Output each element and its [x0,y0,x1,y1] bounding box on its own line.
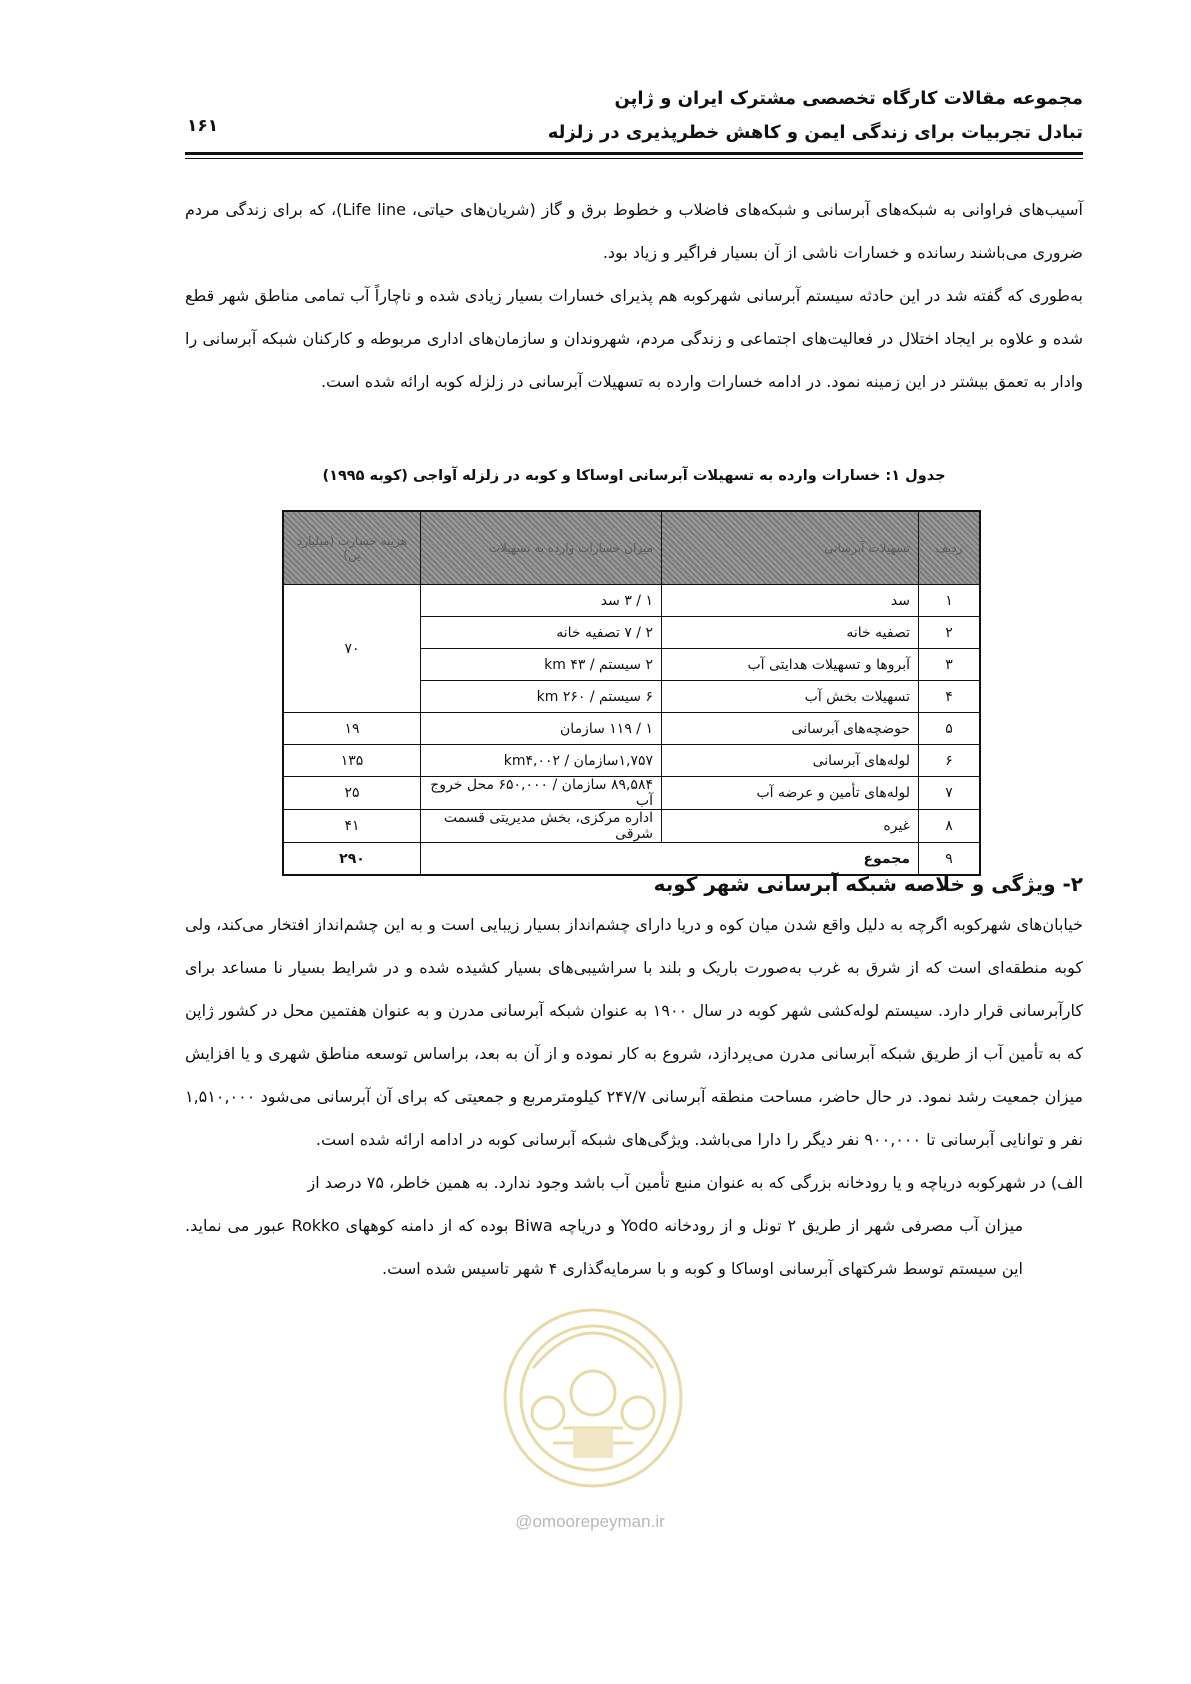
cost-cell: ۱۹ [283,713,421,745]
facility-cell: سد [662,585,919,617]
cost-cell: ۲۵ [283,777,421,810]
facility-cell: لوله‌های تأمین و عرضه آب [662,777,919,810]
row-number: ۴ [919,681,981,713]
section-title: ۲- ویژگی و خلاصه شبکه آبرسانی شهر کوبه [653,872,1083,896]
row-number: ۸ [919,810,981,843]
row-number: ۲ [919,617,981,649]
damage-cell: ۱,۷۵۷سازمان / km۴,۰۰۲ [421,745,662,777]
paragraph: به‌طوری که گفته شد در این حادثه سیستم آبرسانی شهرکوبه هم پذیرای خسارات بسیار زیادی شده و ناچاراً آب تمامی مناطق شهر قطع شده و علاوه بر ایجاد اختلال در فعالیت‌های اجتماعی و زندگی مردم، شهروندان و سازمان‌های اداری مربوطه و کارکنان شبکه آبرسانی را وادار به تعمق بیشتر در این زمینه نمود. در ادامه خسارات وارده به تسهیلات آبرسانی در زلزله کوبه ارائه شده است. [185,286,1083,391]
cost-cell: ۱۳۵ [283,745,421,777]
row-number: ۶ [919,745,981,777]
damage-cell: ۱ / ۳ سد [421,585,662,617]
facility-cell: تسهیلات بخش آب [662,681,919,713]
table-header-row [283,511,980,585]
watermark-seal-icon [463,1278,723,1488]
damage-cell: ۶ سیستم / ۲۶۰ km [421,681,662,713]
watermark-url: @omoorepeyman.ir [515,1512,665,1531]
damage-cell: ۲ / ۷ تصفیه خانه [421,617,662,649]
row-number: ۷ [919,777,981,810]
table-row [283,810,980,843]
header-rule-thin [185,158,1083,159]
page-number: ۱۶۱ [187,116,219,136]
header-cell: میزان خسارات وارده به تسهیلات [421,511,662,585]
facility-cell: غیره [662,810,919,843]
damage-cell: اداره مرکزی، بخش مدیریتی قسمت شرقی [421,810,662,843]
table-row [283,713,980,745]
row-number: ۹ [919,843,981,876]
row-number: ۵ [919,713,981,745]
row-number: ۳ [919,649,981,681]
item-a-first-line: الف) در شهرکوبه دریاچه و یا رودخانه بزرگی که به عنوان منبع تأمین آب باشد وجود ندارد. به همین خاطر، ۷۵ درصد از [307,1173,1083,1192]
row-number: ۱ [919,585,981,617]
table-row [283,777,980,810]
header-rule-thick [185,152,1083,155]
header-cell: تسهیلات آبرسانی [662,511,919,585]
table-row [283,585,980,617]
header-titles [548,82,1083,150]
paragraph: آسیب‌های فراوانی به شبکه‌های آبرسانی و شبکه‌های فاضلاب و خطوط برق و گاز (شریان‌های حیاتی، Life line)، که برای زندگی مردم ضروری می‌باشند رسانده و خسارات ناشی از آن بسیار فراگیر و زیاد بود. [185,200,1084,262]
damage-table [282,510,981,876]
intro-text [185,188,1083,403]
damage-cell: ۸۹,۵۸۴ سازمان / ۶۵۰,۰۰۰ محل خروج آب [421,777,662,810]
damage-cell: ۱ / ۱۱۹ سازمان [421,713,662,745]
facility-cell: حوضچه‌های آبرسانی [662,713,919,745]
total-label: مجموع [421,843,919,876]
header-title-line1: مجموعه مقالات کارگاه تخصصی مشترک ایران و ژاپن [614,88,1083,109]
paragraph: خیابان‌های شهرکوبه اگرچه به دلیل واقع شدن میان کوه و دریا دارای چشم‌انداز بسیار زیبایی است و به این چشم‌انداز افتخار می‌کند، ولی کوبه منطقه‌ای است که از شرق به غرب به‌صورت باریک و بلند با سراشیبی‌های بسیار کشیده شده و در شرایط بسیار نا مساعد برای کارآبرسانی قرار دارد. سیستم لوله‌کشی شهر کوبه در سال ۱۹۰۰ به عنوان شبکه آبرسانی مدرن و به عنوان هفتمین محل در کشور ژاپن که به تأمین آب از طریق شبکه آبرسانی مدرن می‌پردازد، شروع به کار نموده و از آن به بعد، براساس توسعه مناطق شهری و یا افزایش میزان جمعیت رشد نمود. در حال حاضر، مساحت منطقه آبرسانی ۲۴۷/۷ کیلومترمربع و جمعیتی که برای آن آبرسانی می‌شود ۱,۵۱۰,۰۰۰ نفر و توانایی آبرسانی تا ۹۰۰,۰۰۰ نفر دیگر را دارا می‌باشد. ویژگی‌های شبکه آبرسانی کوبه در ادامه ارائه شده است. [185,915,1084,1149]
header-cell: ردیف [919,511,981,585]
facility-cell: لوله‌های آبرسانی [662,745,919,777]
facility-cell: آبروها و تسهیلات هدایتی آب [662,649,919,681]
facility-cell: تصفیه خانه [662,617,919,649]
table-row [283,745,980,777]
cost-cell-merged: ۷۰ [283,585,421,713]
item-a-continuation: میزان آب مصرفی شهر از طریق ۲ تونل و از رودخانه Yodo و دریاچه Biwa بوده که از دامنه کوههای Rokko عبور می نماید. این سیستم توسط شرکتهای آبرسانی اوساکا و کوبه و با سرمایه‌گذاری ۴ شهر تاسیس شده است. [185,1216,1024,1278]
header-title-line2: تبادل تجربیات برای زندگی ایمن و کاهش خطرپذیری در زلزله [547,122,1083,143]
cost-cell: ۴۱ [283,810,421,843]
header-cell: هزینه خسارت (میلیارد ین) [283,511,421,585]
total-cost: ۲۹۰ [283,843,421,876]
section-text [185,903,1083,1290]
damage-cell: ۲ سیستم / ۴۳ km [421,649,662,681]
table-caption: جدول ۱: خسارات وارده به تسهیلات آبرسانی اوساکا و کوبه در زلزله آواجی (کوبه ۱۹۹۵) [322,468,946,484]
page-header [185,82,1083,162]
table-total-row [283,843,980,876]
